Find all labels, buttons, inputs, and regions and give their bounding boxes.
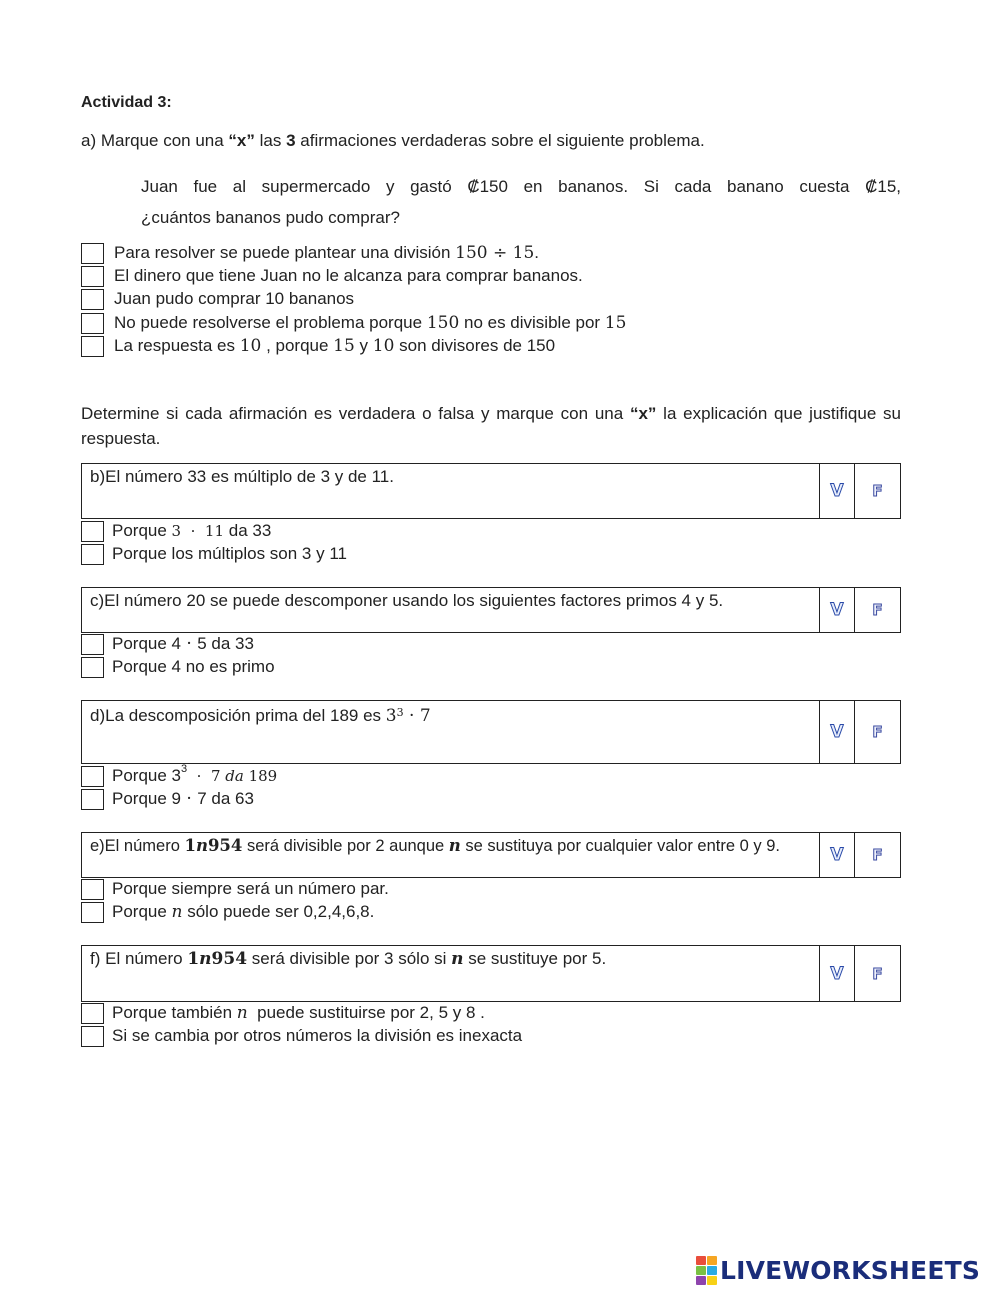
false-option[interactable]: F — [854, 588, 900, 632]
false-option[interactable]: F — [854, 464, 900, 518]
true-false-instruction: Determine si cada afirmación es verdadera o falsa y marque con una “x” la explicación que justifique su respuesta. — [81, 404, 901, 448]
reason-label: Porque los múltiplos son 3 y 11 — [112, 544, 347, 563]
problem-statement-line2: ¿cuántos bananos pudo comprar? — [141, 208, 400, 227]
reason-checkbox[interactable] — [81, 544, 104, 565]
reason-checkbox[interactable] — [81, 1003, 104, 1024]
answer-checkbox[interactable] — [81, 243, 104, 264]
reason-label: Porque 4 · 5 da 33 — [112, 634, 254, 654]
reason-checkbox[interactable] — [81, 1026, 104, 1047]
logo-text: LIVEWORKSHEETS — [720, 1255, 981, 1285]
reason-checkbox[interactable] — [81, 879, 104, 900]
reason-label: Si se cambia por otros números la división es inexacta — [112, 1026, 523, 1045]
reason-checkbox[interactable] — [81, 657, 104, 678]
part-a-instruction: a) Marque con una “x” las 3 afirmaciones verdaderas sobre el siguiente problema. — [81, 131, 705, 150]
option-row — [81, 288, 354, 310]
reason-row — [81, 878, 389, 900]
answer-checkbox[interactable] — [81, 266, 104, 287]
statement-text: d)La descomposición prima del 189 es $3^3 \cdot 7$ — [90, 706, 431, 726]
false-option[interactable]: F — [854, 946, 900, 1001]
option-row — [81, 265, 583, 287]
option-label: Para resolver se puede plantear una división 150 ÷ 15. — [114, 243, 540, 263]
false-option[interactable]: F — [854, 833, 900, 877]
reason-row — [81, 656, 275, 678]
true-option[interactable]: V — [819, 946, 854, 1001]
reason-label: Porque 3 · 11 da 33 — [112, 521, 272, 540]
answer-checkbox[interactable] — [81, 336, 104, 357]
option-row — [81, 312, 626, 334]
answer-checkbox[interactable] — [81, 289, 104, 310]
reason-checkbox[interactable] — [81, 902, 104, 923]
statement-box-d — [81, 700, 901, 764]
reason-row — [81, 633, 254, 655]
reason-row — [81, 543, 347, 565]
option-row — [81, 242, 539, 264]
true-option[interactable]: V — [819, 588, 854, 632]
reason-row — [81, 765, 277, 787]
statement-text: b)El número 33 es múltiplo de 3 y de 11. — [90, 467, 394, 486]
reason-row — [81, 788, 254, 810]
reason-row — [81, 1025, 522, 1047]
statement-box-b — [81, 463, 901, 519]
true-option[interactable]: V — [819, 701, 854, 763]
option-label: La respuesta es 10 , porque 15 y 10 son divisores de 150 — [114, 336, 556, 356]
liveworksheets-logo[interactable] — [696, 1256, 980, 1284]
reason-row — [81, 520, 271, 542]
option-label: No puede resolverse el problema porque 150 no es divisible por 15 — [114, 313, 627, 333]
activity-title: Actividad 3: — [81, 94, 172, 111]
reason-row — [81, 901, 374, 923]
statement-box-e — [81, 832, 901, 878]
reason-label: Porque 4 no es primo — [112, 657, 275, 676]
reason-label: Porque $3^3 \cdot 7$ da 189 — [112, 763, 278, 785]
statement-text: e)El número 1n954 será divisible por 2 aunque n se sustituya por cualquier valor entre 0 y 9. — [90, 836, 780, 855]
reason-checkbox[interactable] — [81, 634, 104, 655]
problem-statement-line1: Juan fue al supermercado y gastó ₡150 en bananos. Si cada banano cuesta ₡15, — [141, 177, 901, 196]
false-option[interactable]: F — [854, 701, 900, 763]
reason-checkbox[interactable] — [81, 521, 104, 542]
statement-box-f — [81, 945, 901, 1002]
reason-label: Porque 9 · 7 da 63 — [112, 789, 254, 809]
statement-text: f) El número 1n954 será divisible por 3 sólo si n se sustituye por 5. — [90, 949, 607, 969]
reason-row — [81, 1002, 485, 1024]
true-option[interactable]: V — [819, 464, 854, 518]
reason-checkbox[interactable] — [81, 789, 104, 810]
reason-label: Porque también n puede sustituirse por 2, 5 y 8 . — [112, 1003, 485, 1023]
statement-text: c)El número 20 se puede descomponer usando los siguientes factores primos 4 y 5. — [90, 591, 724, 610]
statement-box-c — [81, 587, 901, 633]
logo-cubes-icon — [696, 1256, 717, 1285]
option-label: El dinero que tiene Juan no le alcanza para comprar bananos. — [114, 266, 583, 285]
true-option[interactable]: V — [819, 833, 854, 877]
answer-checkbox[interactable] — [81, 313, 104, 334]
reason-label: Porque siempre será un número par. — [112, 879, 389, 898]
reason-label: Porque n sólo puede ser 0,2,4,6,8. — [112, 902, 375, 922]
option-row — [81, 335, 555, 357]
option-label: Juan pudo comprar 10 bananos — [114, 289, 355, 308]
reason-checkbox[interactable] — [81, 766, 104, 787]
